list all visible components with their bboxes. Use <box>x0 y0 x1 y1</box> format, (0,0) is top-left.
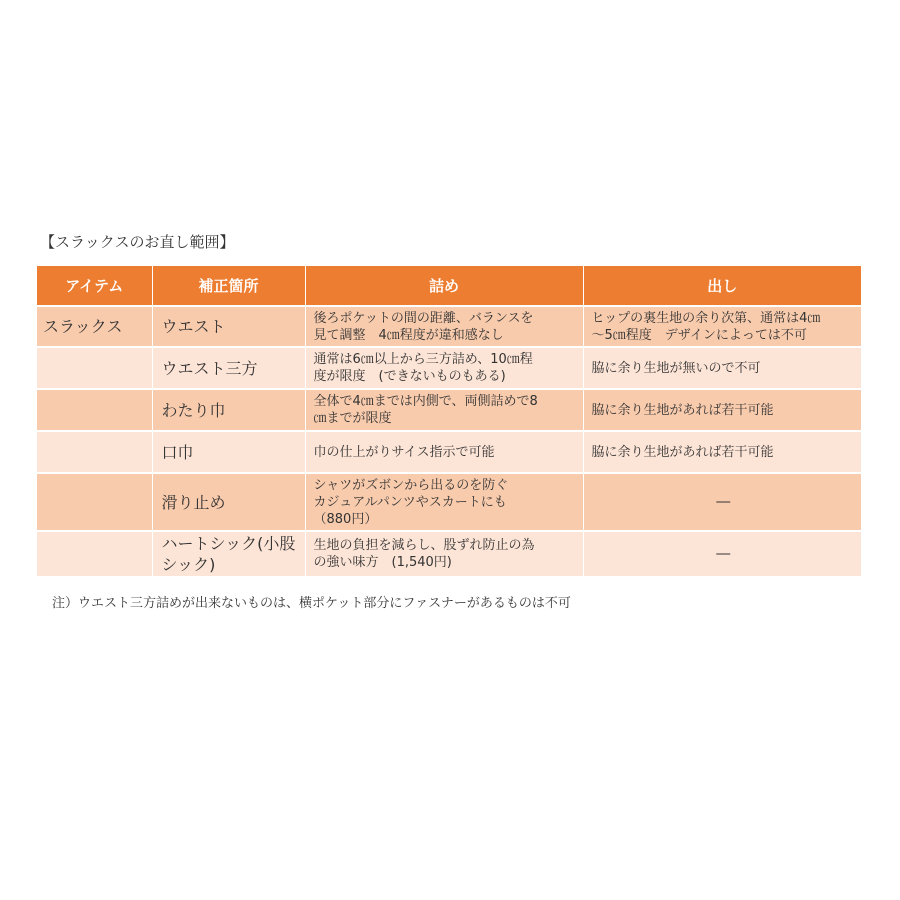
table-row <box>37 389 861 431</box>
cell-line: 巾の仕上がりサイス指示で可能 <box>313 444 495 460</box>
cell-tsume <box>305 347 583 389</box>
cell-line: 見て調整 4㎝程度が違和感なし <box>313 327 504 343</box>
header-part: 補正箇所 <box>152 266 305 306</box>
cell-part: わたり巾 <box>152 389 305 431</box>
cell-line: 脇に余り生地があれば若干可能 <box>591 402 774 418</box>
cell-line: ヒップの裏生地の余り次第、通常は4㎝ <box>591 310 821 326</box>
cell-dashi <box>583 431 861 473</box>
cell-item <box>37 431 152 473</box>
footnote: 注）ウエスト三方詰めが出来ないものは、横ポケット部分にファスナーがあるものは不可 <box>52 596 571 611</box>
header-dashi: 出し <box>583 266 861 306</box>
cell-part: ウエスト三方 <box>152 347 305 389</box>
cell-part: ハートシック(小股シック) <box>152 531 305 576</box>
cell-dashi <box>583 473 861 531</box>
cell-tsume <box>305 389 583 431</box>
cell-line: シャツがズボンから出るのを防ぐ <box>313 477 509 493</box>
cell-part: 滑り止め <box>152 473 305 531</box>
cell-line: カジュアルパンツやスカートにも <box>313 494 507 510</box>
header-tsume: 詰め <box>305 266 583 306</box>
cell-dashi <box>583 531 861 576</box>
alteration-table <box>37 266 861 576</box>
cell-tsume <box>305 531 583 576</box>
cell-line: 後ろポケットの間の距離、バランスを <box>313 310 534 326</box>
cell-tsume <box>305 473 583 531</box>
cell-dashi <box>583 306 861 347</box>
cell-part: ウエスト <box>152 306 305 347</box>
cell-line: 脇に余り生地が無いので不可 <box>591 360 761 376</box>
cell-item <box>37 347 152 389</box>
cell-part: 口巾 <box>152 431 305 473</box>
header-item: アイテム <box>37 266 152 306</box>
table-row <box>37 473 861 531</box>
cell-line: ― <box>716 545 731 562</box>
cell-item <box>37 389 152 431</box>
cell-item: スラックス <box>37 306 152 347</box>
cell-tsume <box>305 431 583 473</box>
cell-dashi <box>583 347 861 389</box>
cell-line: 全体で4㎝までは内側で、両側詰めで8 <box>313 394 538 409</box>
cell-line: 度が限度 (できないものもある) <box>313 369 506 384</box>
cell-line: ― <box>716 493 731 510</box>
table-row <box>37 531 861 576</box>
cell-line: 生地の負担を減らし、股ずれ防止の為 <box>313 538 535 553</box>
cell-line: ㎝までが限度 <box>313 411 392 426</box>
cell-line: 通常は6㎝以上から三方詰め、10㎝程 <box>313 352 533 367</box>
cell-line: の強い味方 (1,540円) <box>313 555 452 570</box>
cell-item <box>37 531 152 576</box>
table-row <box>37 306 861 347</box>
cell-line: 脇に余り生地があれば若干可能 <box>591 444 774 460</box>
cell-line: （880円） <box>313 511 378 527</box>
cell-item <box>37 473 152 531</box>
table-title: 【スラックスのお直し範囲】 <box>40 233 235 251</box>
cell-dashi <box>583 389 861 431</box>
table-row <box>37 431 861 473</box>
cell-tsume <box>305 306 583 347</box>
table-header-row <box>37 266 861 306</box>
table-row <box>37 347 861 389</box>
cell-line: ～5㎝程度 デザインによっては不可 <box>591 327 807 343</box>
